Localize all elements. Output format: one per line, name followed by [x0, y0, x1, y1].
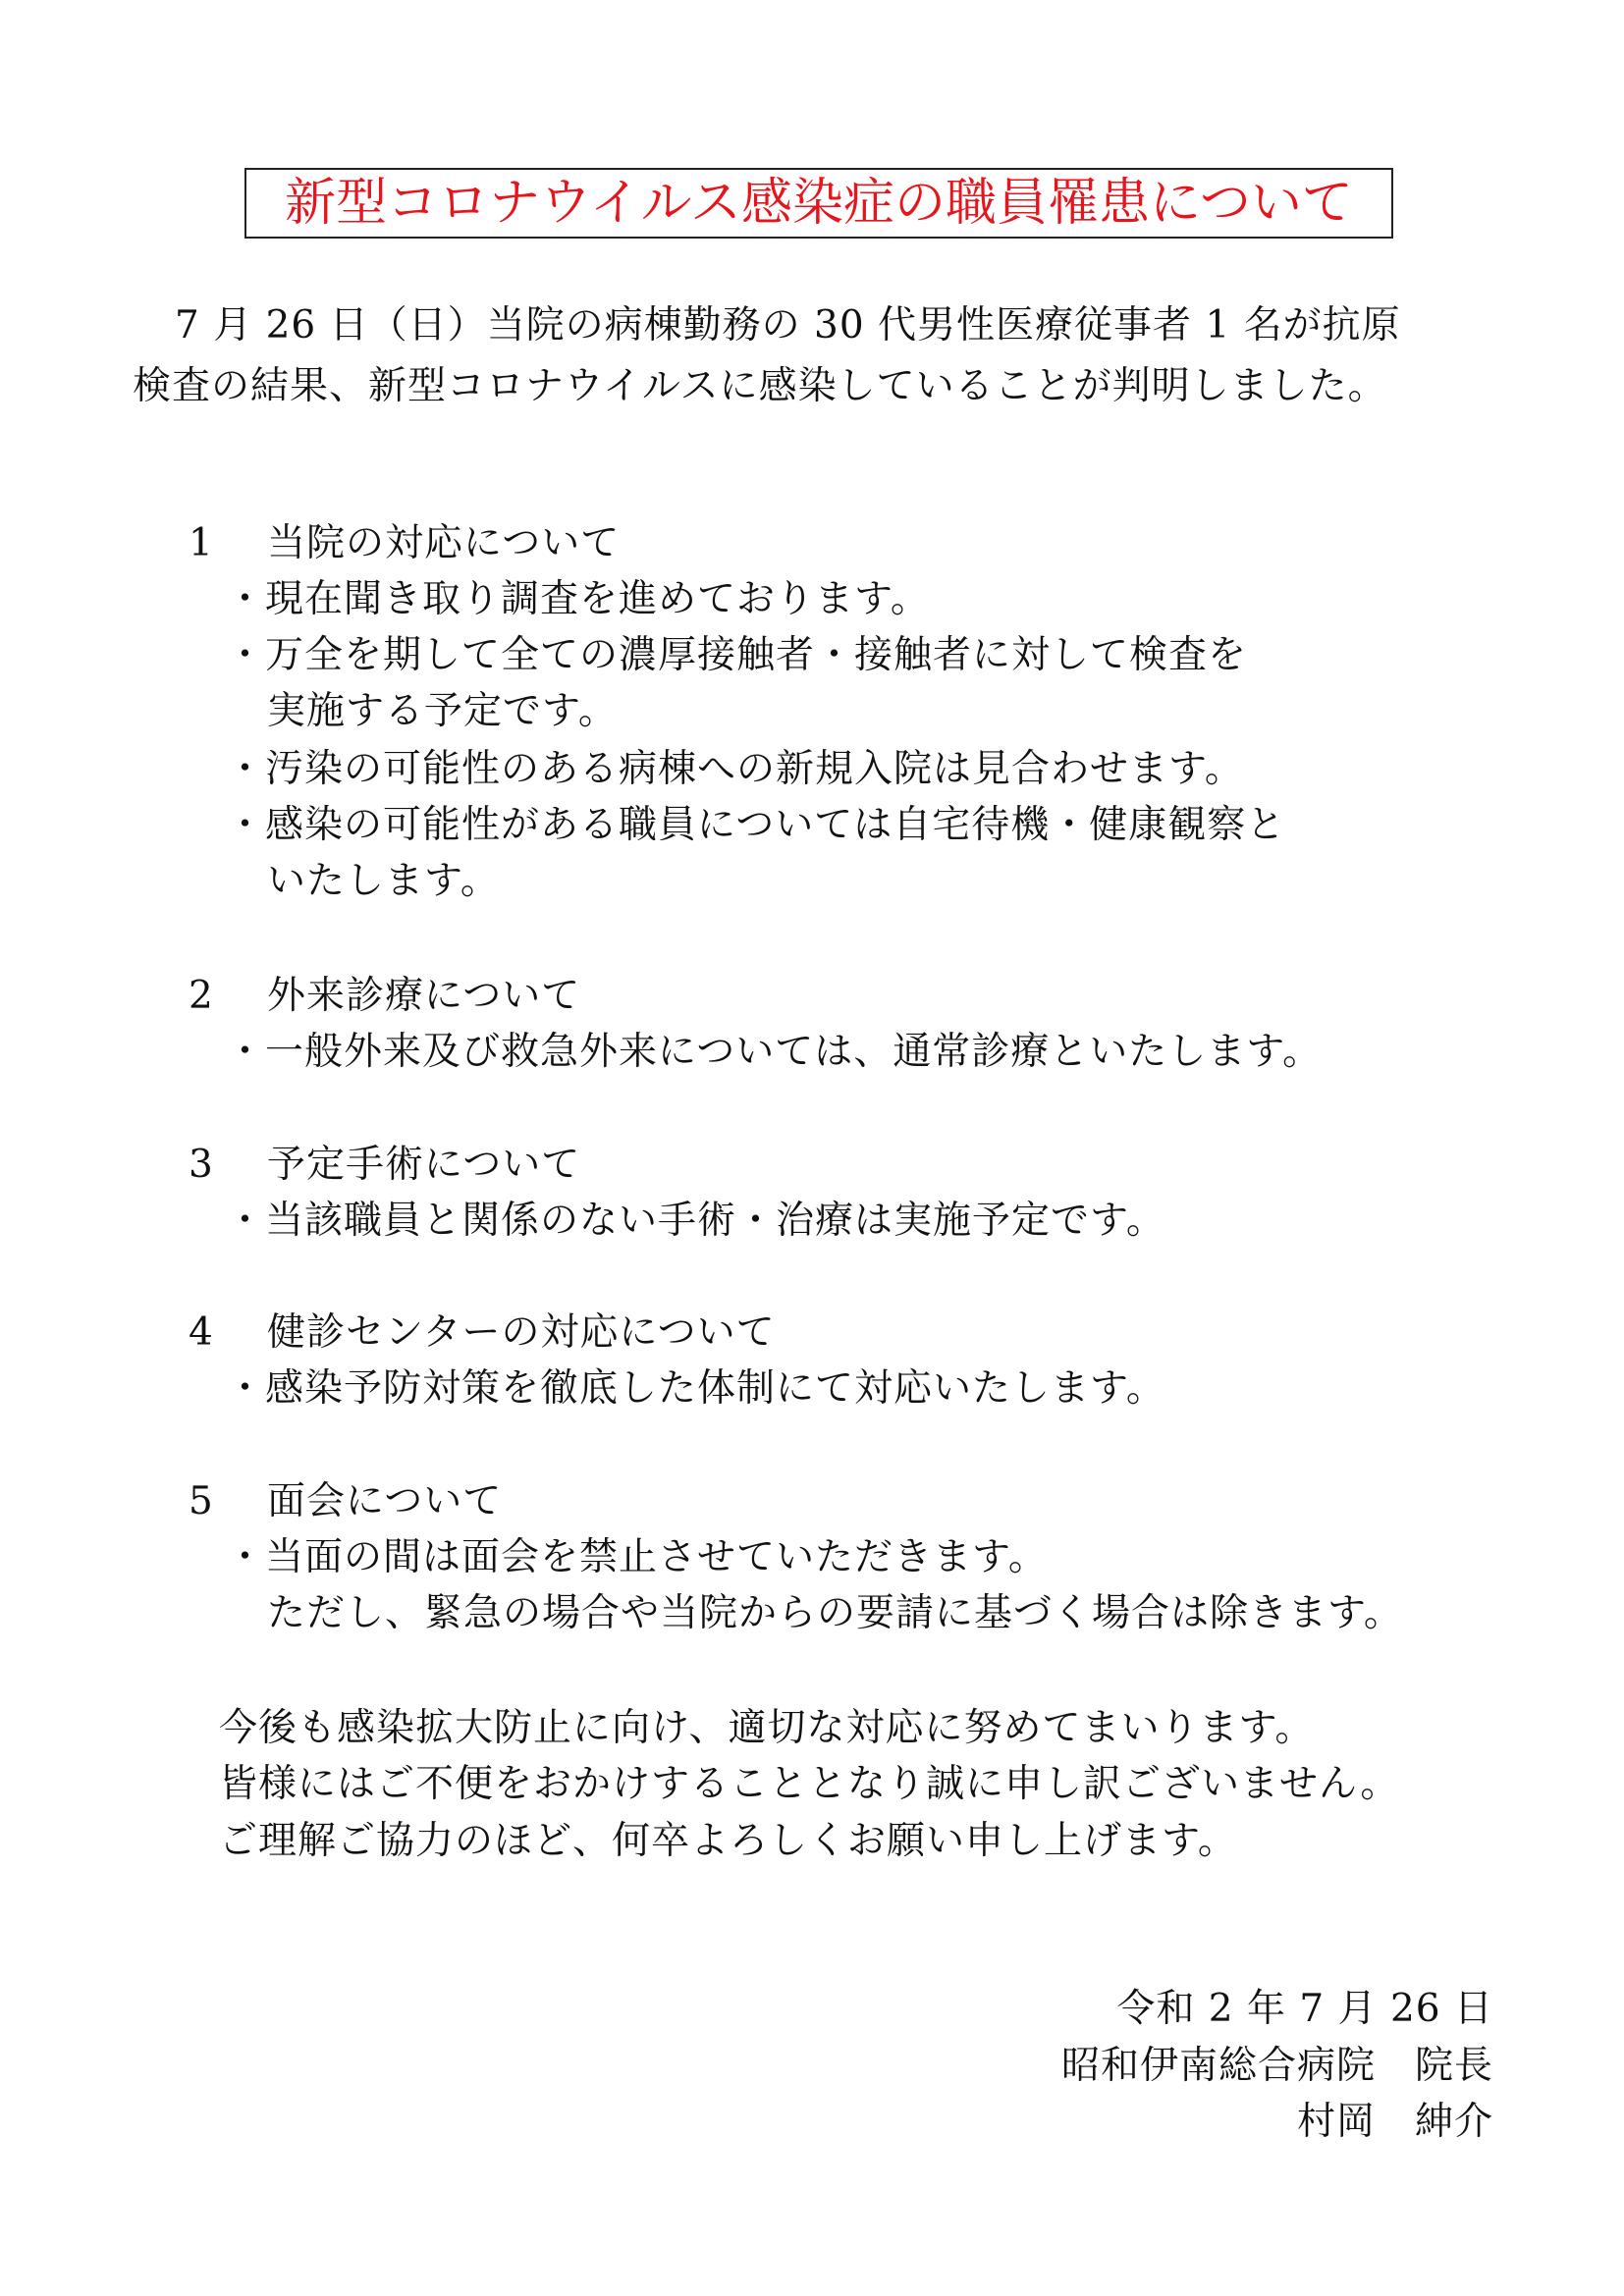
section-4-number: 4 [189, 1310, 213, 1355]
section-4-heading: 健診センターの対応について [267, 1310, 776, 1355]
intro-line-1: 7 月 26 日（日）当院の病棟勤務の 30 代男性医療従事者 1 名が抗原 [175, 303, 1401, 347]
section-4-line-1: ・感染予防対策を徹底した体制にて対応いたします。 [226, 1366, 1165, 1411]
section-5-line-1: ・当面の間は面会を禁止させていただきます。 [226, 1535, 1048, 1579]
section-1-number: 1 [189, 521, 213, 565]
section-5-heading: 面会について [267, 1479, 503, 1523]
page-title: 新型コロナウイルス感染症の職員罹患について [244, 168, 1393, 239]
section-3-number: 3 [189, 1143, 213, 1187]
closing-line-3: ご理解ご協力のほど、何卒よろしくお願い申し上げます。 [219, 1819, 1237, 1863]
section-2-number: 2 [189, 974, 213, 1018]
section-5-number: 5 [189, 1479, 213, 1523]
closing-line-1: 今後も感染拡大防止に向け、適切な対応に努めてまいります。 [219, 1706, 1315, 1750]
section-3-heading: 予定手術について [267, 1143, 581, 1187]
section-2-heading: 外来診療について [267, 974, 581, 1018]
section-1-line-4: ・汚染の可能性のある病棟への新規入院は見合わせます。 [226, 747, 1244, 791]
signature-name: 村岡 紳介 [1296, 2100, 1493, 2144]
signature-organization: 昭和伊南総合病院 院長 [1060, 2044, 1493, 2088]
closing-line-2: 皆様にはご不便をおかけすることとなり誠に申し訳ございません。 [219, 1762, 1400, 1806]
section-1-line-1: ・現在聞き取り調査を進めております。 [226, 577, 930, 621]
signature-date: 令和 2 年 7 月 26 日 [1116, 1987, 1493, 2031]
intro-line-2: 検査の結果、新型コロナウイルスに感染していることが判明しました。 [133, 364, 1387, 408]
section-1-line-2: ・万全を期して全ての濃厚接触者・接触者に対して検査を [226, 633, 1248, 677]
section-1-line-6: いたします。 [267, 859, 500, 903]
section-1-line-3: 実施する予定です。 [267, 689, 618, 733]
section-3-line-1: ・当該職員と関係のない手術・治療は実施予定です。 [226, 1199, 1165, 1243]
section-2-line-1: ・一般外来及び救急外来については、通常診療といたします。 [226, 1030, 1323, 1074]
section-1-heading: 当院の対応について [267, 521, 621, 565]
section-1-line-5: ・感染の可能性がある職員については自宅待機・健康観察と [226, 803, 1286, 847]
section-5-line-2: ただし、緊急の場合や当院からの要請に基づく場合は除きます。 [267, 1591, 1403, 1635]
